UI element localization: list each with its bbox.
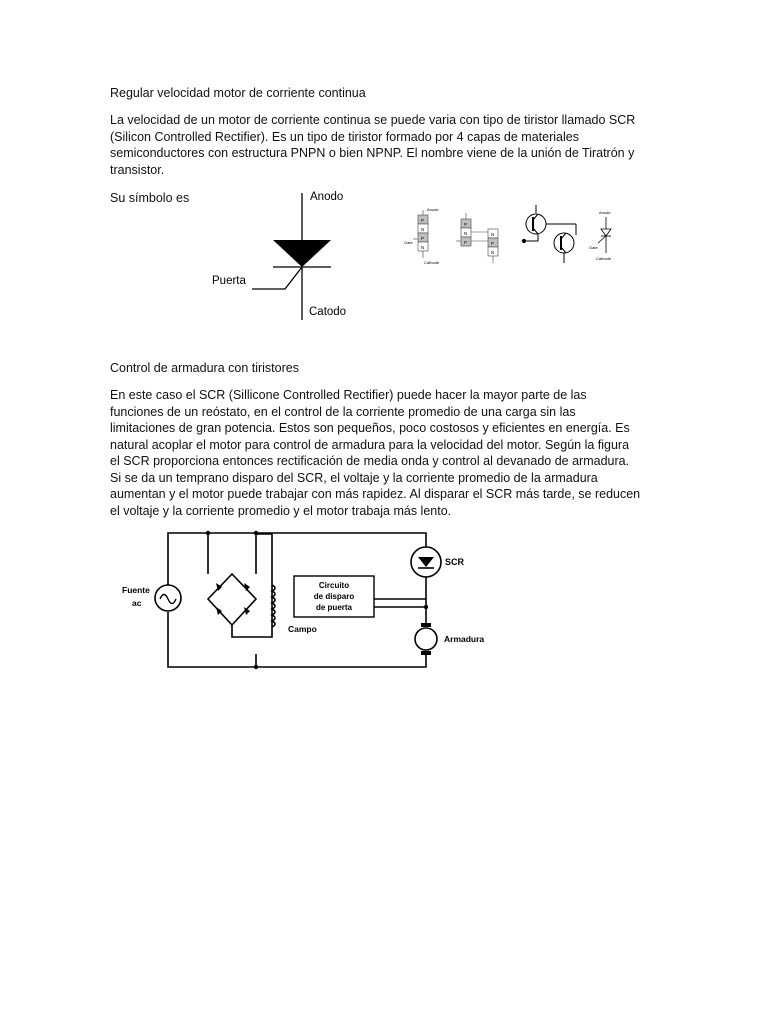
svg-text:N: N [421, 245, 425, 250]
trigger-line2: de disparo [313, 592, 355, 601]
body-line: el SCR proporciona entonces rectificación de media onda y control al devanado de armadura. [110, 454, 630, 468]
diode-triangle [273, 240, 331, 267]
trigger-line3: de puerta [315, 603, 353, 612]
small-scr-symbol [589, 210, 612, 261]
split-layer-model [456, 213, 498, 263]
svg-text:P: P [491, 241, 495, 246]
svg-text:P: P [421, 218, 425, 223]
scr-label: SCR [445, 557, 465, 567]
scr-structure-figure [400, 205, 630, 270]
small-cathode-label: Cathode [424, 260, 440, 265]
body-line: el voltaje y la corriente promedio y el motor trabaja más lento. [110, 503, 452, 518]
body-line: Si se da un temprano disparo del SCR, el voltaje y la corriente promedio de la armadura [110, 470, 598, 485]
small-anode-label: Anode [427, 207, 439, 212]
puerta-label: Puerta [212, 275, 246, 287]
intro-line: semiconductores con estructura PNPN o bien NPNP. El nombre viene de la unión de Tiratrón y [110, 146, 635, 160]
svg-text:Anode: Anode [599, 210, 611, 215]
fuente-label: Fuente [122, 585, 150, 595]
doc-title: Regular velocidad motor de corriente continua [110, 86, 366, 100]
bottom-wire [168, 612, 426, 667]
svg-text:P: P [421, 236, 425, 241]
gate-lead [252, 267, 302, 289]
armature-control-circuit [120, 525, 520, 675]
intro-line: transistor. [110, 162, 165, 177]
symbol-label: Su símbolo es [110, 191, 190, 205]
armature-motor [415, 628, 437, 650]
campo-label: Campo [288, 624, 317, 634]
catodo-label: Catodo [309, 306, 347, 318]
body-line: limitaciones de gran potencia. Estos son pequeños, poco costosos y eficientes en energía. Es [110, 421, 630, 435]
trigger-line1: Circuito [318, 581, 350, 590]
scr-symbol-figure [205, 185, 365, 325]
section2-title: Control de armadura con tiristores [110, 361, 299, 375]
small-gate-label: Gate [404, 240, 413, 245]
bridge-rectifier [208, 574, 256, 625]
svg-text:P: P [464, 222, 468, 227]
intro-line: La velocidad de un motor de corriente continua se puede varia con tipo de tiristor llamado SCR [110, 113, 636, 127]
intro-paragraph [110, 112, 658, 178]
four-layer-stack [404, 207, 440, 265]
armadura-label: Armadura [444, 634, 485, 644]
svg-text:N: N [421, 227, 425, 232]
intro-line: (Silicon Controlled Rectifier). Es un tipo de tiristor formado por 4 capas de materiales [110, 129, 579, 144]
top-wire [168, 533, 426, 585]
ac-label: ac [132, 598, 142, 608]
body-line: aumentan y el motor puede trabajar con más rapidez. Al disparar el SCR más tarde, se reducen [110, 487, 641, 501]
two-transistor-model [522, 205, 576, 263]
body-line: natural acoplar el motor para control de armadura para la velocidad del motor. Según la figura [110, 437, 630, 452]
body-paragraph [110, 387, 658, 519]
svg-text:P: P [464, 240, 468, 245]
sine-icon [160, 595, 176, 604]
svg-text:Cathode: Cathode [596, 256, 612, 261]
svg-text:N: N [491, 232, 495, 237]
svg-text:N: N [464, 231, 468, 236]
body-line: En este caso el SCR (Sillicone Controlled Rectifier) puede hacer la mayor parte de las [110, 388, 587, 402]
body-line: funciones de un reóstato, en el control de la corriente promedio de una carga sin las [110, 404, 576, 419]
svg-text:N: N [491, 250, 495, 255]
anodo-label: Anodo [310, 191, 344, 203]
svg-text:Gate: Gate [589, 245, 598, 250]
